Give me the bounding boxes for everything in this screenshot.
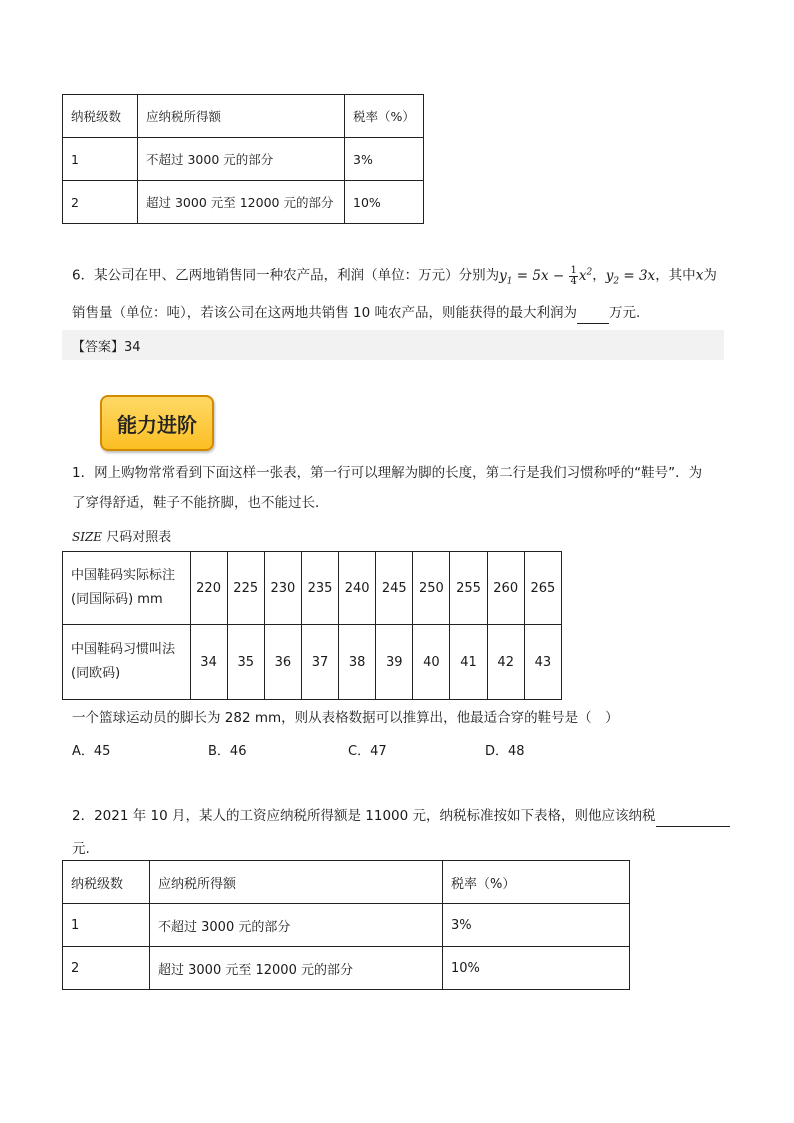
- table-cell: 39: [376, 625, 413, 700]
- table-cell: 255: [450, 552, 487, 625]
- table-header-row: [63, 95, 424, 138]
- tax-table-2: [62, 860, 630, 990]
- table-cell: 34: [190, 625, 227, 700]
- table-cell: 不超过 3000 元的部分: [150, 904, 443, 947]
- table-cell: 3%: [345, 138, 424, 181]
- option-d[interactable]: D．48: [485, 744, 525, 759]
- question-6: [72, 262, 732, 324]
- table-header-cell: 应纳税所得额: [138, 95, 345, 138]
- table-cell: 225: [227, 552, 264, 625]
- table-cell: 220: [190, 552, 227, 625]
- table-header-cell: 税率（%）: [345, 95, 424, 138]
- table-cell: 35: [227, 625, 264, 700]
- table-header-cell: 应纳税所得额: [150, 861, 443, 904]
- table-header-cell: 纳税级数: [63, 861, 150, 904]
- table-cell: 42: [487, 625, 524, 700]
- tax-table-1: [62, 94, 424, 224]
- answer-blank: [656, 806, 730, 827]
- answer-text: 【答案】34: [72, 340, 141, 355]
- question-1-prompt: 一个篮球运动员的脚长为 282 mm，则从表格数据可以推算出，他最适合穿的鞋号是（ ）: [72, 710, 619, 726]
- table-cell: 1: [63, 904, 150, 947]
- table-cell: 超过 3000 元至 12000 元的部分: [138, 181, 345, 224]
- row-label: 中国鞋码实际标注 (同国际码) mm: [63, 552, 191, 625]
- table-row: [63, 904, 630, 947]
- answer-blank: [577, 303, 609, 324]
- table-cell: 不超过 3000 元的部分: [138, 138, 345, 181]
- table-cell: 1: [63, 138, 138, 181]
- y2-formula: $y_2 = 3x$: [605, 267, 656, 287]
- table-row: [63, 552, 562, 625]
- table-cell: 40: [413, 625, 450, 700]
- table-cell: 235: [301, 552, 338, 625]
- size-table-caption: SIZE 尺码对照表: [72, 530, 172, 545]
- table-cell: 2: [63, 947, 150, 990]
- table-header-row: [63, 861, 630, 904]
- question-2-text: 2．2021 年 10 月，某人的工资应纳税所得额是 11000 元，纳税标准按如下表格，则他应该纳税 元.: [72, 806, 732, 859]
- table-cell: 超过 3000 元至 12000 元的部分: [150, 947, 443, 990]
- question-6-line-1: 6．某公司在甲、乙两地销售同一种农产品，利润（单位：万元）分别为$y_1 = 5x$ − $\frac{1}{4}$ $x^2$，$y_2 = 3x$，其中x为: [72, 264, 717, 287]
- table-cell: 37: [301, 625, 338, 700]
- table-cell: 3%: [443, 904, 630, 947]
- table-row: [63, 138, 424, 181]
- size-table: [62, 551, 562, 700]
- table-cell: 240: [339, 552, 376, 625]
- table-header-cell: 税率（%）: [443, 861, 630, 904]
- answer-bar: [62, 330, 724, 360]
- y1-formula: $y_1 = 5x$ − $\frac{1}{4}$ $x^2$: [499, 264, 593, 287]
- question-6-line-2: 销售量（单位：吨），若该公司在这两地共销售 10 吨农产品，则能获得的最大利润为 万元.: [72, 303, 732, 324]
- table-cell: 36: [264, 625, 301, 700]
- fraction: $\frac{1}{4}$: [570, 264, 577, 287]
- option-a[interactable]: A．45: [72, 744, 111, 759]
- table-row: [63, 947, 630, 990]
- table-cell: 260: [487, 552, 524, 625]
- option-c[interactable]: C．47: [348, 744, 387, 759]
- section-badge: 能力进阶: [100, 395, 214, 451]
- table-row: [63, 625, 562, 700]
- table-cell: 230: [264, 552, 301, 625]
- table-row: [63, 181, 424, 224]
- row-label: 中国鞋码习惯叫法 (同欧码): [63, 625, 191, 700]
- table-header-cell: 纳税级数: [63, 95, 138, 138]
- table-cell: 10%: [345, 181, 424, 224]
- table-cell: 245: [376, 552, 413, 625]
- table-cell: 265: [524, 552, 561, 625]
- table-cell: 250: [413, 552, 450, 625]
- question-1-text: 1．网上购物常常看到下面这样一张表，第一行可以理解为脚的长度，第二行是我们习惯称呼的“鞋号”．为 了穿得舒适，鞋子不能挤脚，也不能过长．: [72, 465, 703, 511]
- table-cell: 38: [339, 625, 376, 700]
- option-b[interactable]: B．46: [208, 744, 247, 759]
- table-cell: 10%: [443, 947, 630, 990]
- table-cell: 43: [524, 625, 561, 700]
- table-cell: 41: [450, 625, 487, 700]
- table-cell: 2: [63, 181, 138, 224]
